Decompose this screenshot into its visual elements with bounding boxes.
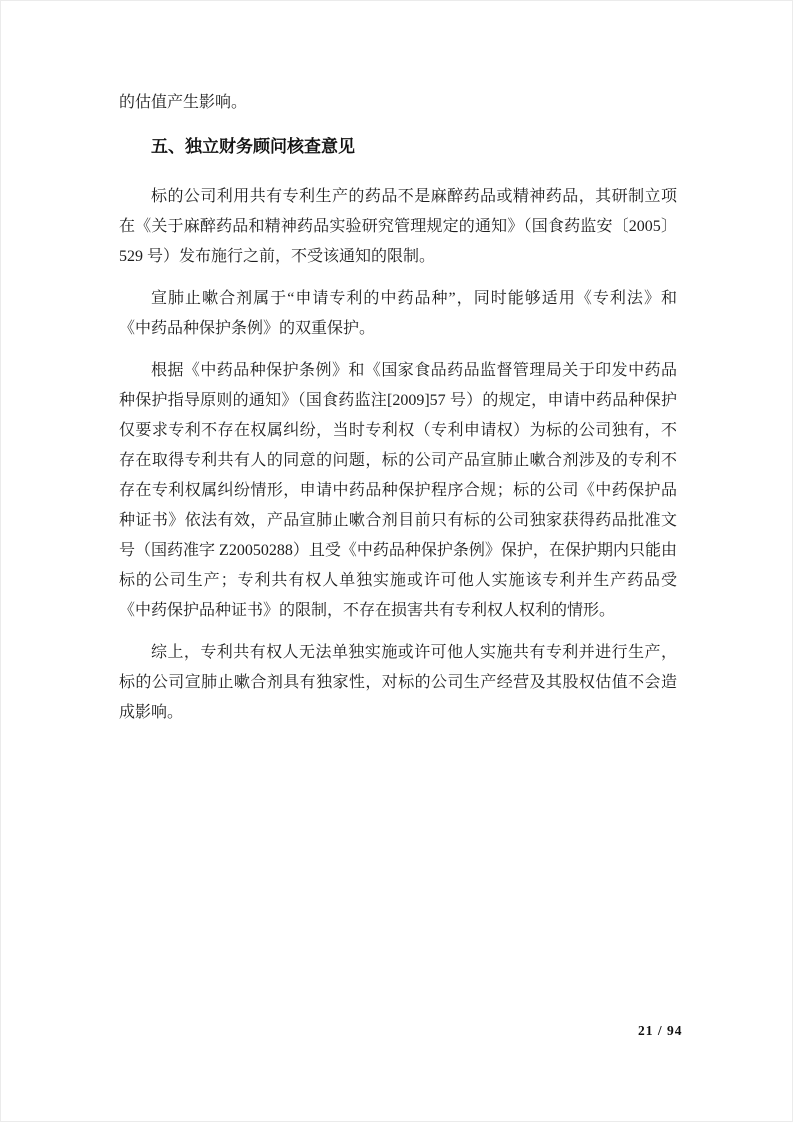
paragraph-drug-regulation: 标的公司利用共有专利生产的药品不是麻醉药品或精神药品，其研制立项在《关于麻醉药品和精神药品实验研究管理规定的通知》（国食药监安〔2005〕529 号）发布施行之前，不受该通知的限制。 [119, 188, 677, 265]
section-heading: 五、独立财务顾问核查意见 [151, 137, 355, 156]
page-number: 21 / 94 [638, 1023, 683, 1038]
paragraph-dual-protection: 宣肺止嗽合剂属于“申请专利的中药品种”，同时能够适用《专利法》和《中药品种保护条例》的双重保护。 [119, 290, 677, 337]
page-content [119, 88, 677, 740]
paragraph-continuation: 的估值产生影响。 [119, 94, 248, 111]
paragraph-patent-protection-analysis: 根据《中药品种保护条例》和《国家食品药品监督管理局关于印发中药品种保护指导原则的通知》（国食药监注[2009]57 号）的规定，申请中药品种保护仅要求专利不存在权属纠纷，当时专利权（专利申请权）为标的公司独有，不存在取得专利共有人的同意的问题，标的公司产品宣肺止嗽合剂涉及的专利不存在专利权属纠纷情形，申请中药品种保护程序合规；标的公司《中药保护品种证书》依法有效，产品宣肺止嗽合剂目前只有标的公司独家获得药品批准文号（国药准字 Z20050288）且受《中药品种保护条例》保护，在保护期内只能由标的公司生产；专利共有权人单独实施或许可他人实施该专利并生产药品受《中药保护品种证书》的限制，不存在损害共有专利权人权利的情形。 [119, 362, 677, 619]
paragraph-conclusion: 综上，专利共有权人无法单独实施或许可他人实施共有专利并进行生产，标的公司宣肺止嗽合剂具有独家性，对标的公司生产经营及其股权估值不会造成影响。 [119, 644, 677, 721]
